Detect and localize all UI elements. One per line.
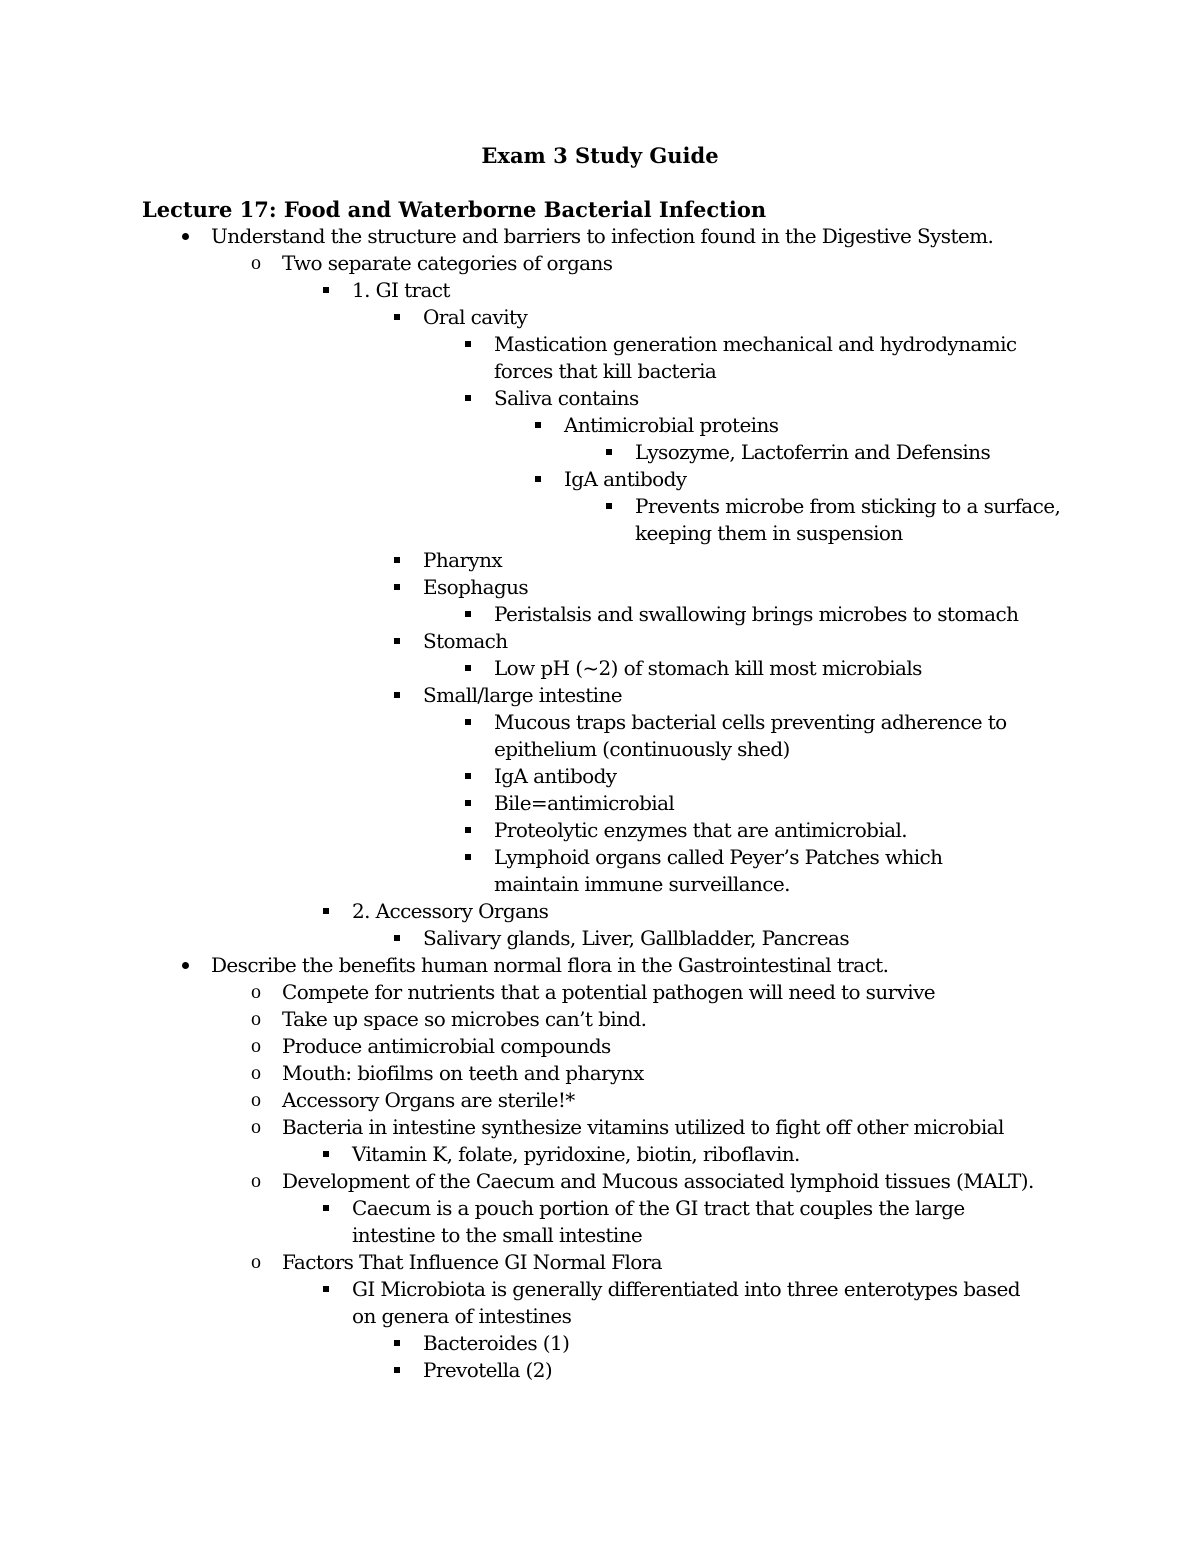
list-item: Prevents microbe from sticking to a surface, keeping them in suspension — [635, 493, 1065, 547]
bullet-circle-icon: o — [251, 1035, 261, 1057]
list-item: o Mouth: biofilms on teeth and pharynx — [282, 1060, 1082, 1087]
list-item: Antimicrobial proteins — [564, 412, 1024, 439]
list-item: Proteolytic enzymes that are antimicrobial. — [494, 817, 1024, 844]
bullet-square-icon — [316, 1276, 336, 1303]
list-item: Lymphoid organs called Peyer’s Patches which maintain immune surveillance. — [494, 844, 1024, 898]
bullet-square-icon — [528, 412, 548, 439]
bullet-circle-icon: o — [251, 1089, 261, 1111]
bullet-circle-icon: o — [251, 1251, 261, 1273]
bullet-square-icon — [599, 439, 619, 466]
list-item: Small/large intestine — [423, 682, 1023, 709]
bullet-square-icon — [528, 466, 548, 493]
bullet-square-icon — [387, 925, 407, 952]
list-item: Mastication generation mechanical and hydrodynamic forces that kill bacteria — [494, 331, 1024, 385]
bullet-square-icon — [316, 1195, 336, 1222]
list-item: Prevotella (2) — [423, 1357, 1023, 1384]
list-item: Describe the benefits human normal flora in the Gastrointestinal tract. — [211, 952, 1111, 979]
list-item: Bile=antimicrobial — [494, 790, 1024, 817]
list-item: Saliva contains — [494, 385, 1024, 412]
list-item: o Bacteria in intestine synthesize vitamins utilized to fight off other microbial — [282, 1114, 1082, 1141]
list-item: Stomach — [423, 628, 1023, 655]
list-item: o Produce antimicrobial compounds — [282, 1033, 1082, 1060]
list-item: IgA antibody — [494, 763, 1024, 790]
list-item: Pharynx — [423, 547, 1023, 574]
list-item: o Compete for nutrients that a potential pathogen will need to survive — [282, 979, 1082, 1006]
bullet-square-icon — [458, 655, 478, 682]
bullet-square-icon — [458, 601, 478, 628]
list-item: GI Microbiota is generally differentiated into three enterotypes based on genera of intestines — [352, 1276, 1042, 1330]
bullet-square-icon — [387, 1357, 407, 1384]
page-title: Exam 3 Study Guide — [481, 143, 719, 168]
list-item: Bacteroides (1) — [423, 1330, 1023, 1357]
bullet-square-icon — [458, 817, 478, 844]
outline-list — [0, 223, 1200, 1384]
list-item: Peristalsis and swallowing brings microbes to stomach — [494, 601, 1024, 628]
list-item: Esophagus — [423, 574, 1023, 601]
section-heading: Lecture 17: Food and Waterborne Bacterial Infection — [142, 197, 767, 222]
list-item: o Development of the Caecum and Mucous associated lymphoid tissues (MALT). — [282, 1168, 1082, 1195]
list-item: Salivary glands, Liver, Gallbladder, Pancreas — [423, 925, 1023, 952]
list-item: Vitamin K, folate, pyridoxine, biotin, riboflavin. — [352, 1141, 1042, 1168]
bullet-square-icon — [387, 304, 407, 331]
list-item: 2. Accessory Organs — [352, 898, 1042, 925]
bullet-square-icon — [316, 1141, 336, 1168]
bullet-square-icon — [458, 844, 478, 871]
list-item: IgA antibody — [564, 466, 1024, 493]
list-item: Understand the structure and barriers to infection found in the Digestive System. — [211, 223, 1111, 250]
list-item: o Accessory Organs are sterile!* — [282, 1087, 1082, 1114]
bullet-square-icon — [387, 682, 407, 709]
bullet-square-icon — [316, 277, 336, 304]
bullet-square-icon — [599, 493, 619, 520]
list-item: Caecum is a pouch portion of the GI tract that couples the large intestine to the small intestine — [352, 1195, 1042, 1249]
bullet-square-icon — [387, 628, 407, 655]
list-item: o Factors That Influence GI Normal Flora — [282, 1249, 1082, 1276]
bullet-square-icon — [458, 709, 478, 736]
bullet-square-icon — [458, 790, 478, 817]
list-item: Oral cavity — [423, 304, 1023, 331]
bullet-square-icon — [458, 763, 478, 790]
bullet-dot-icon — [175, 952, 195, 979]
bullet-square-icon — [387, 547, 407, 574]
bullet-dot-icon — [175, 223, 195, 250]
bullet-circle-icon: o — [251, 1008, 261, 1030]
list-item: Mucous traps bacterial cells preventing adherence to epithelium (continuously shed) — [494, 709, 1024, 763]
bullet-circle-icon: o — [251, 1170, 261, 1192]
bullet-circle-icon: o — [251, 1062, 261, 1084]
bullet-square-icon — [458, 385, 478, 412]
list-item: o Two separate categories of organs — [282, 250, 1082, 277]
bullet-circle-icon: o — [251, 981, 261, 1003]
bullet-square-icon — [387, 574, 407, 601]
list-item: 1. GI tract — [352, 277, 1042, 304]
bullet-square-icon — [387, 1330, 407, 1357]
list-item: Low pH (~2) of stomach kill most microbials — [494, 655, 1024, 682]
bullet-square-icon — [316, 898, 336, 925]
list-item: o Take up space so microbes can’t bind. — [282, 1006, 1082, 1033]
bullet-square-icon — [458, 331, 478, 358]
list-item: Lysozyme, Lactoferrin and Defensins — [635, 439, 1065, 466]
bullet-circle-icon: o — [251, 1116, 261, 1138]
bullet-circle-icon: o — [251, 252, 261, 274]
